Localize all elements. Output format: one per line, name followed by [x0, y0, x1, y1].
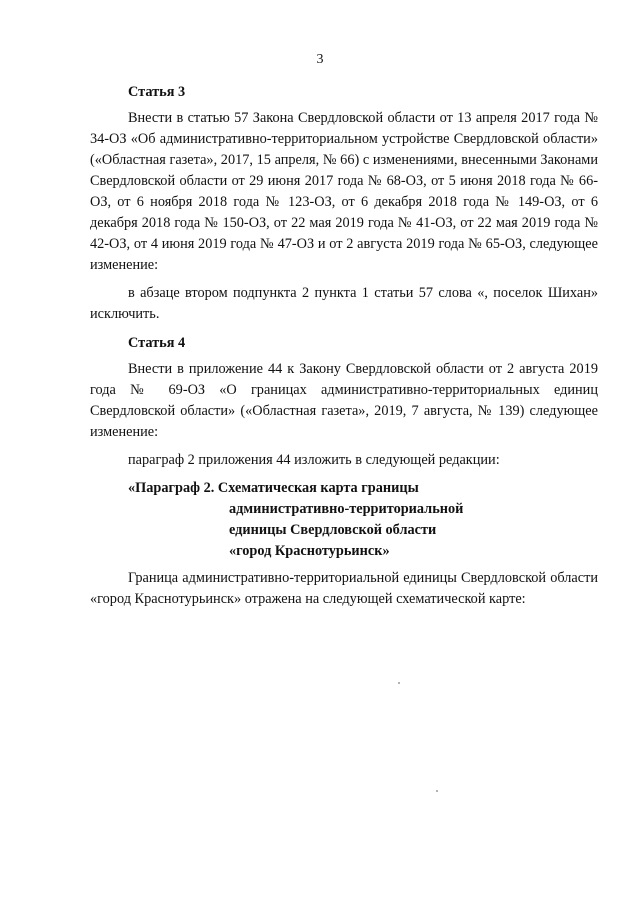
article-3-paragraph-2: в абзаце втором подпункта 2 пункта 1 статьи 57 слова «, поселок Шихан» исключить.: [90, 285, 598, 322]
paragraph-2-title-line-2: административно-территориальной: [229, 501, 464, 517]
page-number: 3: [316, 52, 324, 67]
paragraph-2-title-line-1: «Параграф 2. Схематическая карта границы: [128, 480, 419, 496]
article-4-paragraph-1: Внести в приложение 44 к Закону Свердловской области от 2 августа 2019 года № 69-ОЗ «О границах административно-территориальных единиц Свердловской области» («Областная газета», 2019, 7 августа, № 139) следующее изменение:: [90, 361, 598, 440]
article-4-heading: Статья 4: [128, 335, 186, 351]
article-3-paragraph-1: Внести в статью 57 Закона Свердловской области от 13 апреля 2017 года № 34-ОЗ «Об административно-территориальном устройстве Свердловской области» («Областная газета», 2017, 15 апреля, № 66) с изменениями, внесенными Законами Свердловской области от 29 июня 2017 года № 68-ОЗ, от 5 июня 2018 года № 66-ОЗ, от 6 ноября 2018 года № 123-ОЗ, от 6 декабря 2018 года № 149-ОЗ, от 6 декабря 2018 года № 150-ОЗ, от 22 мая 2019 года № 41-ОЗ, от 22 мая 2019 года № 42-ОЗ, от 4 июня 2019 года № 47-ОЗ и от 2 августа 2019 года № 65-ОЗ, следующее изменение:: [90, 110, 598, 273]
article-4-paragraph-3: Граница административно-территориальной единицы Свердловской области «город Краснотурьинск» отражена на следующей схематической карте:: [90, 570, 598, 607]
article-3-heading: Статья 3: [128, 84, 186, 100]
scan-speck: [436, 790, 438, 792]
paragraph-2-title: [90, 478, 598, 562]
paragraph-2-title-line-4: «город Краснотурьинск»: [229, 543, 390, 559]
scan-speck: [398, 682, 400, 684]
article-4-paragraph-2: параграф 2 приложения 44 изложить в следующей редакции:: [128, 452, 500, 468]
document-body: [90, 82, 598, 617]
paragraph-2-title-line-3: единицы Свердловской области: [229, 522, 437, 538]
